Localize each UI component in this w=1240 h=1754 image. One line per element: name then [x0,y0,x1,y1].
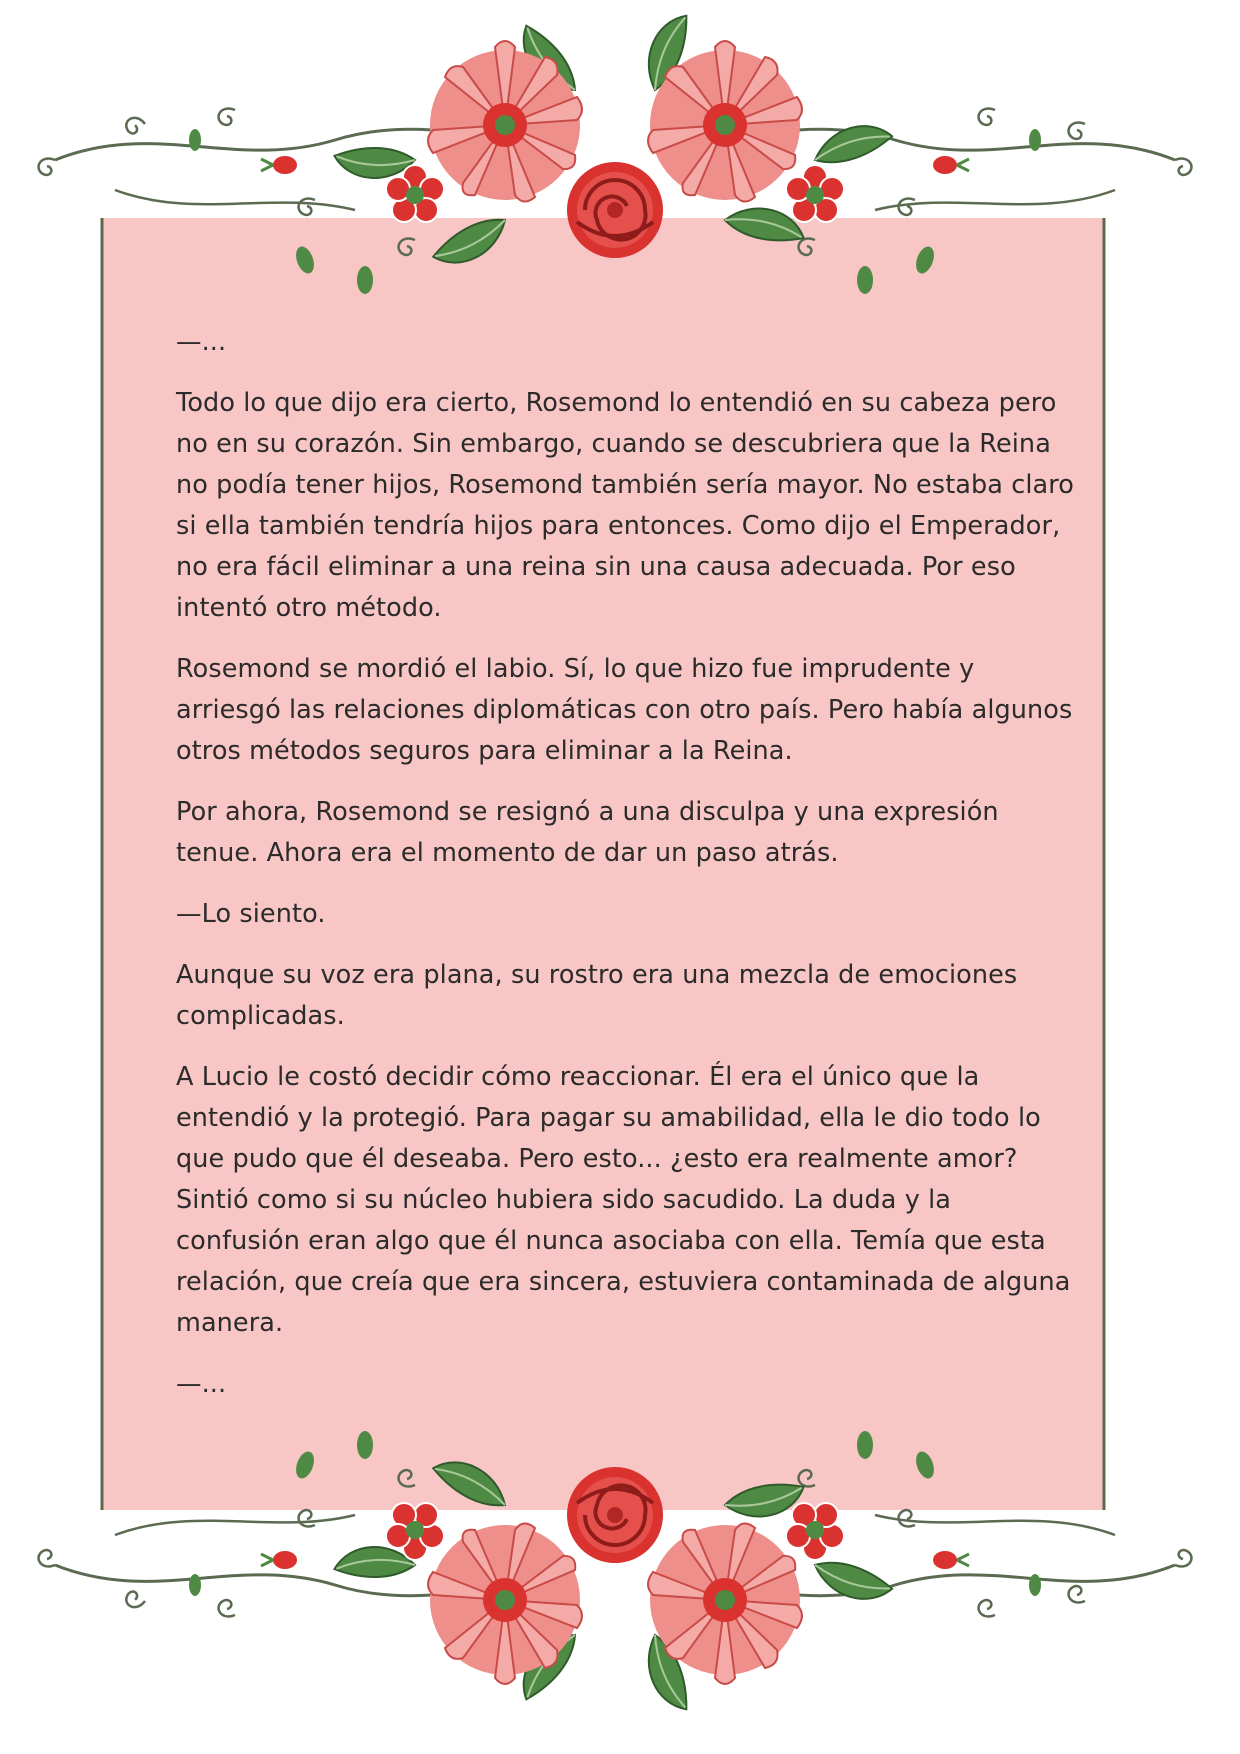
paragraph: Por ahora, Rosemond se resignó a una disculpa y una expresión tenue. Ahora era el momento de dar un paso atrás. [176,797,999,868]
document-body [176,322,1076,1425]
paragraph: —Lo siento. [176,899,326,929]
paragraph: —... [176,1369,227,1399]
paragraph: A Lucio le costó decidir cómo reaccionar. Él era el único que la entendió y la protegió. Para pagar su amabilidad, ella le dio todo lo que pudo que él deseaba. Pero esto... ¿esto era realmente amor? Sintió como si su núcleo hubiera sido sacudido. La duda y la confusión eran algo que él nunca asociaba con ella. Temía que esta relación, que creía que era sincera, estuviera contaminada de alguna manera. [176,1062,1071,1338]
paragraph: Rosemond se mordió el labio. Sí, lo que hizo fue imprudente y arriesgó las relaciones diplomáticas con otro país. Pero había algunos otros métodos seguros para eliminar a la Reina. [176,654,1073,766]
paragraph: Todo lo que dijo era cierto, Rosemond lo entendió en su cabeza pero no en su corazón. Sin embargo, cuando se descubriera que la Reina no podía tener hijos, Rosemond también sería mayor. No estaba claro si ella también tendría hijos para entonces. Como dijo el Emperador, no era fácil eliminar a una reina sin una causa adecuada. Por eso intentó otro método. [176,388,1074,623]
paragraph: Aunque su voz era plana, su rostro era una mezcla de emociones complicadas. [176,960,1018,1031]
paragraph: —... [176,327,227,357]
